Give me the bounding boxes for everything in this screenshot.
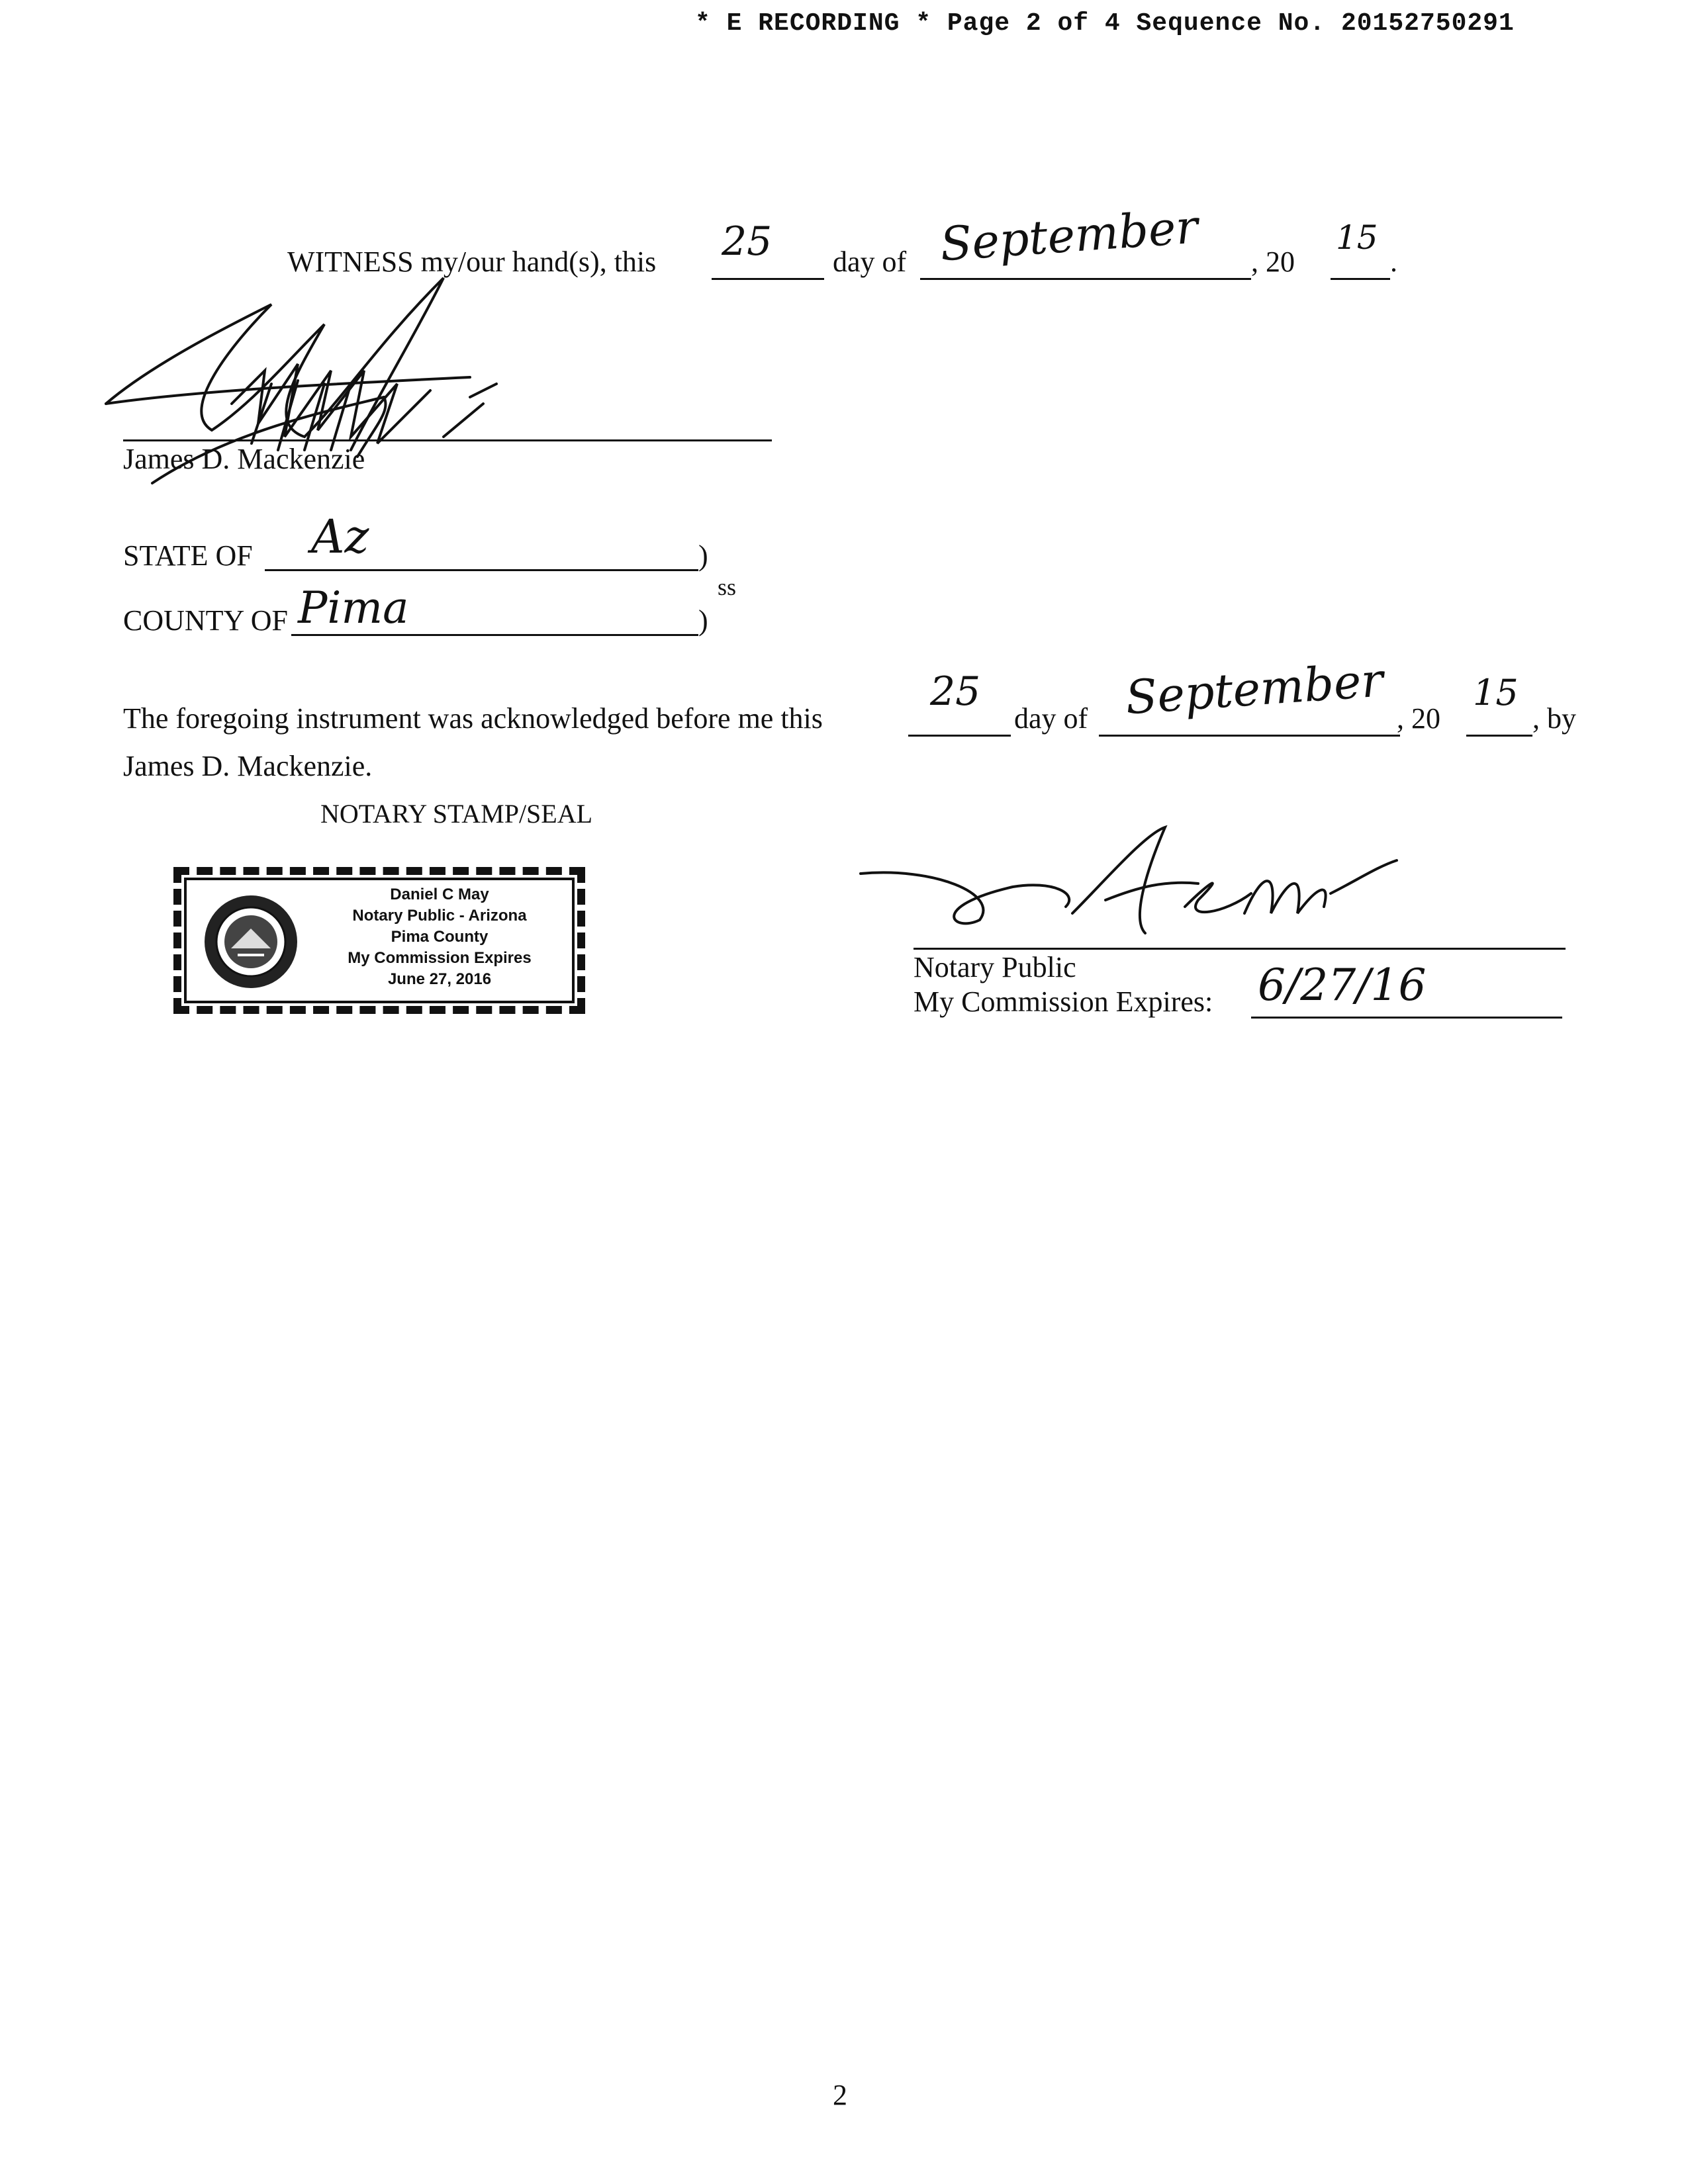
ack-suffix: , by [1532,702,1576,735]
page-number: 2 [833,2079,847,2111]
witness-day-handwritten: 25 [722,218,773,265]
ack-signer-name: James D. Mackenzie. [123,750,373,782]
ack-year-prefix: , 20 [1397,702,1440,735]
state-label: STATE OF [123,539,253,572]
witness-year-prefix: , 20 [1251,246,1295,278]
stamp-line: Pima County [391,928,489,946]
recording-header: * E RECORDING * Page 2 of 4 Sequence No. 20152750291 [695,9,1515,38]
stamp-line: Notary Public - Arizona [352,907,527,925]
ack-month-handwritten: September [1123,653,1385,725]
notary-expires-label: My Commission Expires: [914,985,1213,1018]
county-blank [291,634,698,636]
witness-year-blank [1331,278,1390,280]
stamp-line: My Commission Expires [348,949,532,967]
state-handwritten: Az [311,510,369,564]
arizona-seal-icon [201,892,301,991]
witness-month-handwritten: September [938,199,1200,272]
notary-expires-blank [1251,1017,1562,1019]
witness-prefix: WITNESS my/our hand(s), this [287,246,657,278]
ack-month-blank [1099,735,1400,737]
stamp-line: June 27, 2016 [387,970,492,988]
state-blank [265,569,698,571]
witness-day-of: day of [833,246,907,278]
ack-year-handwritten: 15 [1473,672,1519,713]
stamp-line: Daniel C May [390,886,489,903]
notary-title: Notary Public [914,951,1076,983]
notary-stamp [173,867,585,1014]
notary-signature [854,821,1417,953]
venue-ss: ss [718,574,737,600]
signer-signature-line [123,439,772,441]
witness-day-blank [712,278,824,280]
ack-day-of: day of [1014,702,1088,735]
county-label: COUNTY OF [123,604,288,637]
notary-stamp-label: NOTARY STAMP/SEAL [320,799,593,829]
notary-signature-line [914,948,1566,950]
notary-expires-handwritten: 6/27/16 [1258,960,1427,1011]
witness-end: . [1390,246,1397,278]
witness-month-blank [920,278,1251,280]
ack-prefix: The foregoing instrument was acknowledged before me this [123,702,823,735]
witness-year-handwritten: 15 [1336,218,1378,257]
county-paren: ) [698,604,708,637]
ack-day-blank [908,735,1011,737]
stamp-text-block [314,884,565,990]
ack-year-blank [1466,735,1532,737]
ack-day-handwritten: 25 [930,668,981,715]
signer-name: James D. Mackenzie [123,443,365,475]
county-handwritten: Pima [298,582,409,633]
state-paren: ) [698,539,708,572]
